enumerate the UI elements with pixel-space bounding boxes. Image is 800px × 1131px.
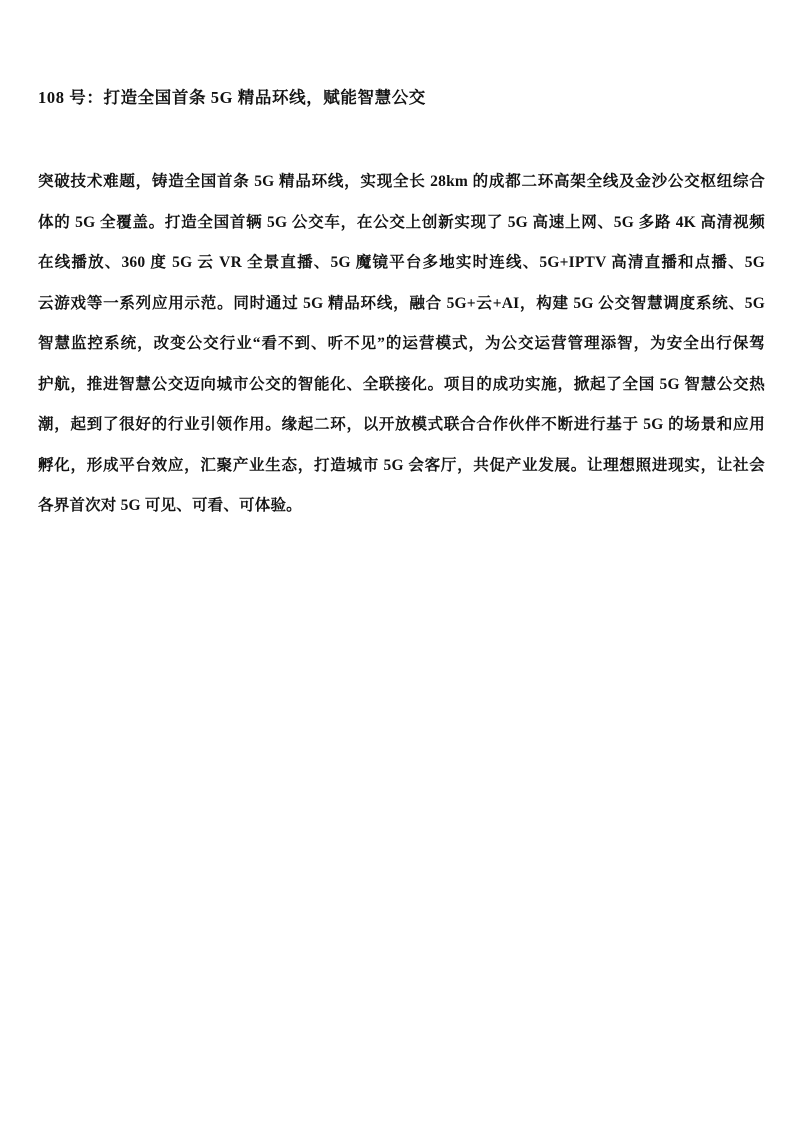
paragraph-line: 云游戏等一系列应用示范。同时通过 5G 精品环线，融合 5G+云+AI，构建 5G 公交智慧调度系统、5G <box>38 294 765 312</box>
paragraph-line: 护航，推进智慧公交迈向城市公交的智能化、全联接化。项目的成功实施，掀起了全国 5G 智慧公交热 <box>38 375 765 393</box>
paragraph-line-last: 各界首次对 5G 可见、可看、可体验。 <box>38 497 302 514</box>
paragraph-line: 体的 5G 全覆盖。打造全国首辆 5G 公交车，在公交上创新实现了 5G 高速上网、5G 多路 4K 高清视频 <box>38 213 765 231</box>
document-body <box>38 162 765 527</box>
paragraph-line: 突破技术难题，铸造全国首条 5G 精品环线，实现全长 28km 的成都二环高架全线及金沙公交枢纽综合 <box>38 173 765 190</box>
paragraph-line: 智慧监控系统，改变公交行业“看不到、听不见”的运营模式，为公交运营管理添智，为安全出行保驾 <box>38 335 765 352</box>
paragraph-line: 在线播放、360 度 5G 云 VR 全景直播、5G 魔镜平台多地实时连线、5G+IPTV 高清直播和点播、5G <box>38 254 765 271</box>
paragraph-line: 潮，起到了很好的行业引领作用。缘起二环，以开放模式联合合作伙伴不断进行基于 5G 的场景和应用 <box>38 416 765 433</box>
paragraph-line: 孵化，形成平台效应，汇聚产业生态，打造城市 5G 会客厅，共促产业发展。让理想照进现实，让社会 <box>38 456 765 474</box>
document-title: 108 号：打造全国首条 5G 精品环线，赋能智慧公交 <box>38 88 426 107</box>
